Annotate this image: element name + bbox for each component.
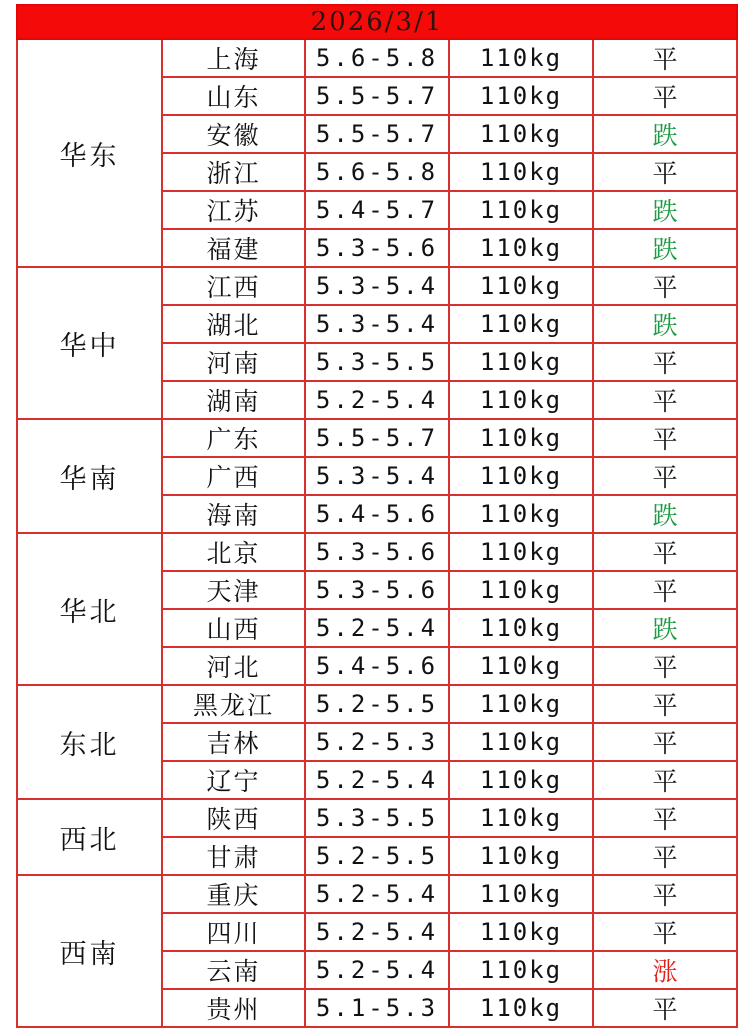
- trend-cell: 平: [593, 989, 737, 1027]
- table-row: [17, 685, 737, 723]
- title-row: [17, 5, 737, 39]
- price-range-cell: 5.2-5.4: [305, 913, 449, 951]
- price-range-cell: 5.3-5.6: [305, 229, 449, 267]
- weight-cell: 110kg: [449, 191, 593, 229]
- region-cell: 东北: [17, 685, 162, 799]
- weight-cell: 110kg: [449, 837, 593, 875]
- trend-cell: 跌: [593, 229, 737, 267]
- province-cell: 河南: [162, 343, 305, 381]
- region-cell: 华东: [17, 39, 162, 267]
- table-row: [17, 419, 737, 457]
- province-cell: 陕西: [162, 799, 305, 837]
- price-range-cell: 5.3-5.4: [305, 267, 449, 305]
- weight-cell: 110kg: [449, 951, 593, 989]
- weight-cell: 110kg: [449, 989, 593, 1027]
- weight-cell: 110kg: [449, 305, 593, 343]
- province-cell: 贵州: [162, 989, 305, 1027]
- weight-cell: 110kg: [449, 457, 593, 495]
- province-cell: 黑龙江: [162, 685, 305, 723]
- trend-cell: 平: [593, 723, 737, 761]
- province-cell: 江西: [162, 267, 305, 305]
- price-range-cell: 5.6-5.8: [305, 39, 449, 77]
- weight-cell: 110kg: [449, 77, 593, 115]
- province-cell: 甘肃: [162, 837, 305, 875]
- weight-cell: 110kg: [449, 115, 593, 153]
- province-cell: 天津: [162, 571, 305, 609]
- trend-cell: 平: [593, 913, 737, 951]
- price-range-cell: 5.5-5.7: [305, 77, 449, 115]
- price-range-cell: 5.3-5.6: [305, 533, 449, 571]
- date-title: 2026/3/1: [17, 5, 737, 39]
- province-cell: 广东: [162, 419, 305, 457]
- table-row: [17, 39, 737, 77]
- price-range-cell: 5.5-5.7: [305, 115, 449, 153]
- weight-cell: 110kg: [449, 761, 593, 799]
- trend-cell: 平: [593, 799, 737, 837]
- price-range-cell: 5.3-5.6: [305, 571, 449, 609]
- province-cell: 浙江: [162, 153, 305, 191]
- weight-cell: 110kg: [449, 381, 593, 419]
- trend-cell: 平: [593, 343, 737, 381]
- price-range-cell: 5.2-5.4: [305, 381, 449, 419]
- province-cell: 广西: [162, 457, 305, 495]
- price-range-cell: 5.3-5.4: [305, 305, 449, 343]
- weight-cell: 110kg: [449, 533, 593, 571]
- price-range-cell: 5.2-5.4: [305, 761, 449, 799]
- price-range-cell: 5.3-5.4: [305, 457, 449, 495]
- weight-cell: 110kg: [449, 267, 593, 305]
- trend-cell: 涨: [593, 951, 737, 989]
- weight-cell: 110kg: [449, 495, 593, 533]
- trend-cell: 平: [593, 77, 737, 115]
- price-table: [16, 4, 738, 1028]
- trend-cell: 平: [593, 685, 737, 723]
- trend-cell: 平: [593, 837, 737, 875]
- price-range-cell: 5.2-5.5: [305, 685, 449, 723]
- price-range-cell: 5.6-5.8: [305, 153, 449, 191]
- trend-cell: 平: [593, 267, 737, 305]
- price-range-cell: 5.2-5.5: [305, 837, 449, 875]
- trend-cell: 跌: [593, 191, 737, 229]
- weight-cell: 110kg: [449, 685, 593, 723]
- province-cell: 辽宁: [162, 761, 305, 799]
- price-range-cell: 5.3-5.5: [305, 799, 449, 837]
- price-range-cell: 5.2-5.4: [305, 609, 449, 647]
- province-cell: 云南: [162, 951, 305, 989]
- price-range-cell: 5.4-5.6: [305, 495, 449, 533]
- province-cell: 北京: [162, 533, 305, 571]
- trend-cell: 平: [593, 647, 737, 685]
- price-range-cell: 5.4-5.6: [305, 647, 449, 685]
- province-cell: 重庆: [162, 875, 305, 913]
- price-range-cell: 5.4-5.7: [305, 191, 449, 229]
- weight-cell: 110kg: [449, 913, 593, 951]
- region-cell: 华南: [17, 419, 162, 533]
- trend-cell: 跌: [593, 495, 737, 533]
- trend-cell: 跌: [593, 115, 737, 153]
- price-range-cell: 5.2-5.4: [305, 951, 449, 989]
- province-cell: 山东: [162, 77, 305, 115]
- price-range-cell: 5.3-5.5: [305, 343, 449, 381]
- weight-cell: 110kg: [449, 229, 593, 267]
- province-cell: 河北: [162, 647, 305, 685]
- weight-cell: 110kg: [449, 153, 593, 191]
- province-cell: 吉林: [162, 723, 305, 761]
- trend-cell: 平: [593, 457, 737, 495]
- weight-cell: 110kg: [449, 609, 593, 647]
- weight-cell: 110kg: [449, 799, 593, 837]
- weight-cell: 110kg: [449, 571, 593, 609]
- province-cell: 四川: [162, 913, 305, 951]
- price-range-cell: 5.2-5.4: [305, 875, 449, 913]
- region-cell: 西南: [17, 875, 162, 1027]
- province-cell: 海南: [162, 495, 305, 533]
- trend-cell: 平: [593, 419, 737, 457]
- price-range-cell: 5.1-5.3: [305, 989, 449, 1027]
- province-cell: 湖南: [162, 381, 305, 419]
- weight-cell: 110kg: [449, 723, 593, 761]
- trend-cell: 平: [593, 381, 737, 419]
- weight-cell: 110kg: [449, 419, 593, 457]
- province-cell: 山西: [162, 609, 305, 647]
- weight-cell: 110kg: [449, 39, 593, 77]
- trend-cell: 平: [593, 533, 737, 571]
- table-row: [17, 267, 737, 305]
- table-row: [17, 875, 737, 913]
- weight-cell: 110kg: [449, 647, 593, 685]
- trend-cell: 平: [593, 761, 737, 799]
- table-row: [17, 799, 737, 837]
- trend-cell: 平: [593, 39, 737, 77]
- province-cell: 上海: [162, 39, 305, 77]
- region-cell: 华中: [17, 267, 162, 419]
- province-cell: 安徽: [162, 115, 305, 153]
- table-row: [17, 533, 737, 571]
- province-cell: 江苏: [162, 191, 305, 229]
- price-table-body: [17, 5, 737, 1027]
- province-cell: 福建: [162, 229, 305, 267]
- region-cell: 西北: [17, 799, 162, 875]
- trend-cell: 平: [593, 153, 737, 191]
- trend-cell: 平: [593, 875, 737, 913]
- trend-cell: 跌: [593, 609, 737, 647]
- price-range-cell: 5.2-5.3: [305, 723, 449, 761]
- trend-cell: 跌: [593, 305, 737, 343]
- weight-cell: 110kg: [449, 875, 593, 913]
- trend-cell: 平: [593, 571, 737, 609]
- region-cell: 华北: [17, 533, 162, 685]
- weight-cell: 110kg: [449, 343, 593, 381]
- price-range-cell: 5.5-5.7: [305, 419, 449, 457]
- province-cell: 湖北: [162, 305, 305, 343]
